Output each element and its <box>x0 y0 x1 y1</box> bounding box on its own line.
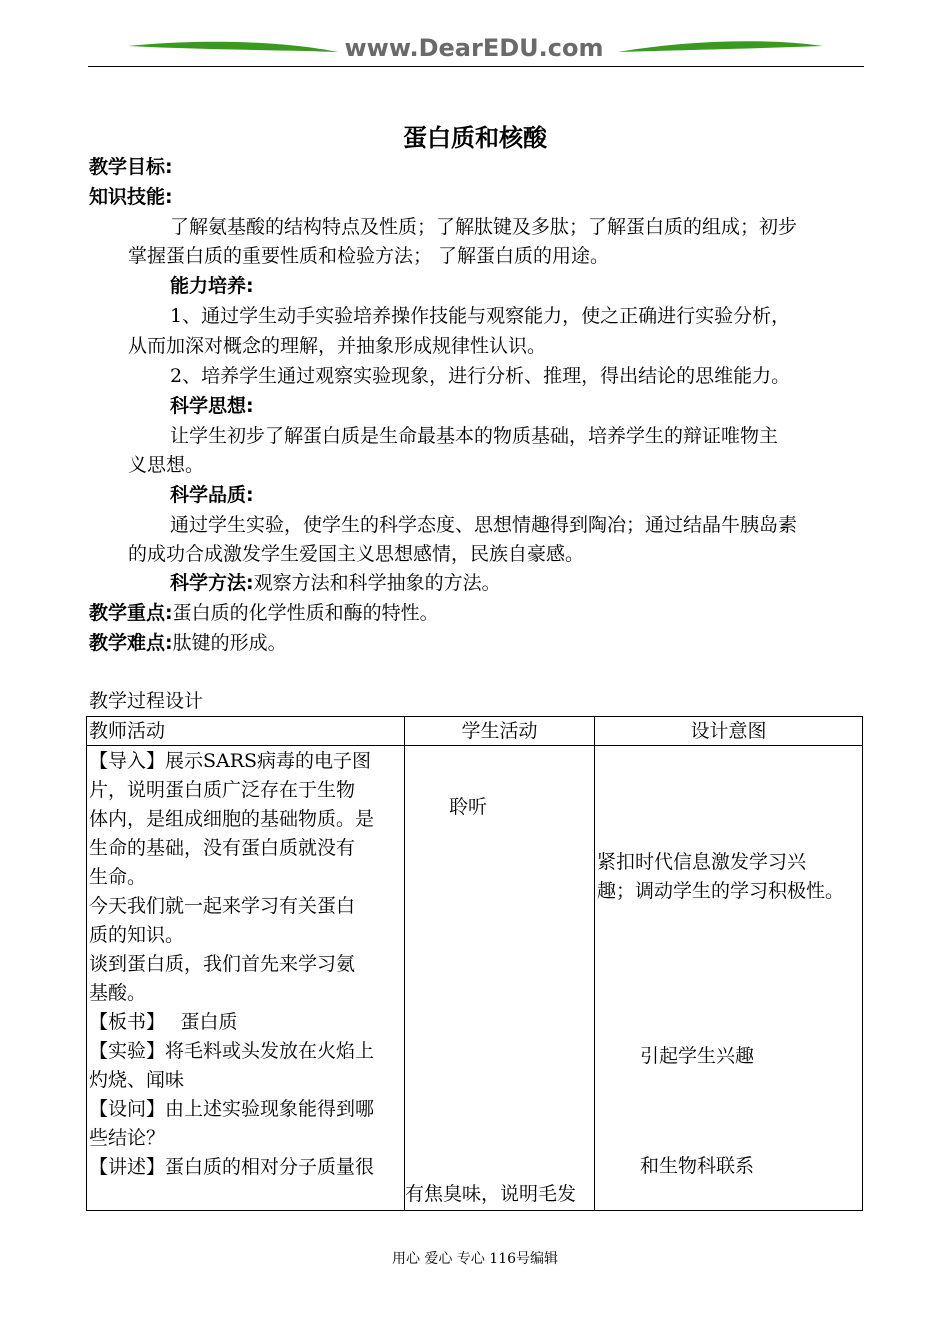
teacher-line: 生命的基础，没有蛋白质就没有 <box>89 837 356 859</box>
left-swoosh <box>128 42 338 52</box>
quality-line-1: 通过学生实验，使学生的科学态度、思想情趣得到陶冶；通过结晶牛胰岛素 <box>170 514 798 536</box>
knowledge-heading: 知识技能: <box>89 186 173 208</box>
page-title: 蛋白质和核酸 <box>403 124 547 152</box>
teacher-line: 片，说明蛋白质广泛存在于生物 <box>89 779 356 801</box>
process-table <box>86 716 863 1211</box>
thought-heading: 科学思想: <box>170 395 254 417</box>
column-header-teacher: 教师活动 <box>87 717 405 746</box>
header-rule <box>88 66 864 67</box>
teacher-line: 今天我们就一起来学习有关蛋白 <box>89 895 356 917</box>
objectives-heading: 教学目标: <box>89 156 173 178</box>
teacher-line: 谈到蛋白质，我们首先来学习氨 <box>89 953 356 975</box>
ability-line-2: 从而加深对概念的理解，并抽象形成规律性认识。 <box>128 335 547 357</box>
student-item: 聆听 <box>449 796 488 818</box>
thought-line-1: 让学生初步了解蛋白质是生命最基本的物质基础，培养学生的辩证唯物主 <box>170 425 779 447</box>
difficulty-row <box>89 628 287 658</box>
process-caption: 教学过程设计 <box>89 690 204 712</box>
teacher-line: 体内，是组成细胞的基础物质。是 <box>89 808 375 830</box>
key-point-row <box>89 598 439 628</box>
teacher-activity-cell <box>87 746 405 1211</box>
teacher-line: 基酸。 <box>89 982 147 1004</box>
teacher-line: 【导入】展示SARS病毒的电子图 <box>89 750 372 772</box>
thought-line-2: 义思想。 <box>128 454 205 476</box>
table-row <box>87 746 863 1211</box>
ability-heading: 能力培养: <box>170 275 254 297</box>
teacher-line: 灼烧、闻味 <box>89 1069 185 1091</box>
design-intent-cell <box>595 746 863 1211</box>
key-point-text: 蛋白质的化学性质和酶的特性。 <box>172 602 439 624</box>
page-footer: 用心 爱心 专心 116号编辑 <box>391 1251 559 1267</box>
teacher-line: 生命。 <box>89 866 147 888</box>
right-swoosh <box>618 41 823 52</box>
intent-line: 趣；调动学生的学习积极性。 <box>597 880 845 902</box>
method-label: 科学方法: <box>170 572 254 594</box>
teacher-line: 【实验】将毛料或头发放在火焰上 <box>89 1040 375 1062</box>
student-item: 有焦臭味，说明毛发 <box>405 1183 577 1205</box>
quality-line-2: 的成功合成激发学生爱国主义思想感情，民族自豪感。 <box>128 543 585 565</box>
knowledge-line-2: 掌握蛋白质的重要性质和检验方法； 了解蛋白质的用途。 <box>128 245 610 267</box>
intent-line: 紧扣时代信息激发学习兴 <box>597 851 807 873</box>
teacher-line: 些结论？ <box>89 1127 166 1149</box>
quality-heading: 科学品质: <box>170 484 254 506</box>
intent-item: 引起学生兴趣 <box>640 1045 755 1067</box>
intent-item: 和生物科联系 <box>640 1155 755 1177</box>
site-header <box>88 30 864 70</box>
ability-line-1: 1、通过学生动手实验培养操作技能与观察能力，使之正确进行实验分析， <box>170 305 791 327</box>
student-activity-cell <box>405 746 595 1211</box>
method-row <box>170 568 501 598</box>
difficulty-label: 教学难点: <box>89 632 173 654</box>
teacher-line: 【板书】 蛋白质 <box>89 1011 238 1033</box>
method-text: 观察方法和科学抽象的方法。 <box>253 572 501 594</box>
difficulty-text: 肽键的形成。 <box>172 632 287 654</box>
teacher-line: 【讲述】蛋白质的相对分子质量很 <box>89 1156 375 1178</box>
column-header-student: 学生活动 <box>405 717 595 746</box>
site-url[interactable]: www.DearEDU.com <box>344 34 604 62</box>
key-point-label: 教学重点: <box>89 602 173 624</box>
column-header-intent: 设计意图 <box>595 717 863 746</box>
teacher-line: 【设问】由上述实验现象能得到哪 <box>89 1098 375 1120</box>
table-header-row <box>87 717 863 746</box>
teacher-line: 质的知识。 <box>89 924 185 946</box>
knowledge-line-1: 了解氨基酸的结构特点及性质；了解肽键及多肽；了解蛋白质的组成；初步 <box>170 216 798 238</box>
ability-line-3: 2、培养学生通过观察实验现象，进行分析、推理，得出结论的思维能力。 <box>170 365 791 387</box>
